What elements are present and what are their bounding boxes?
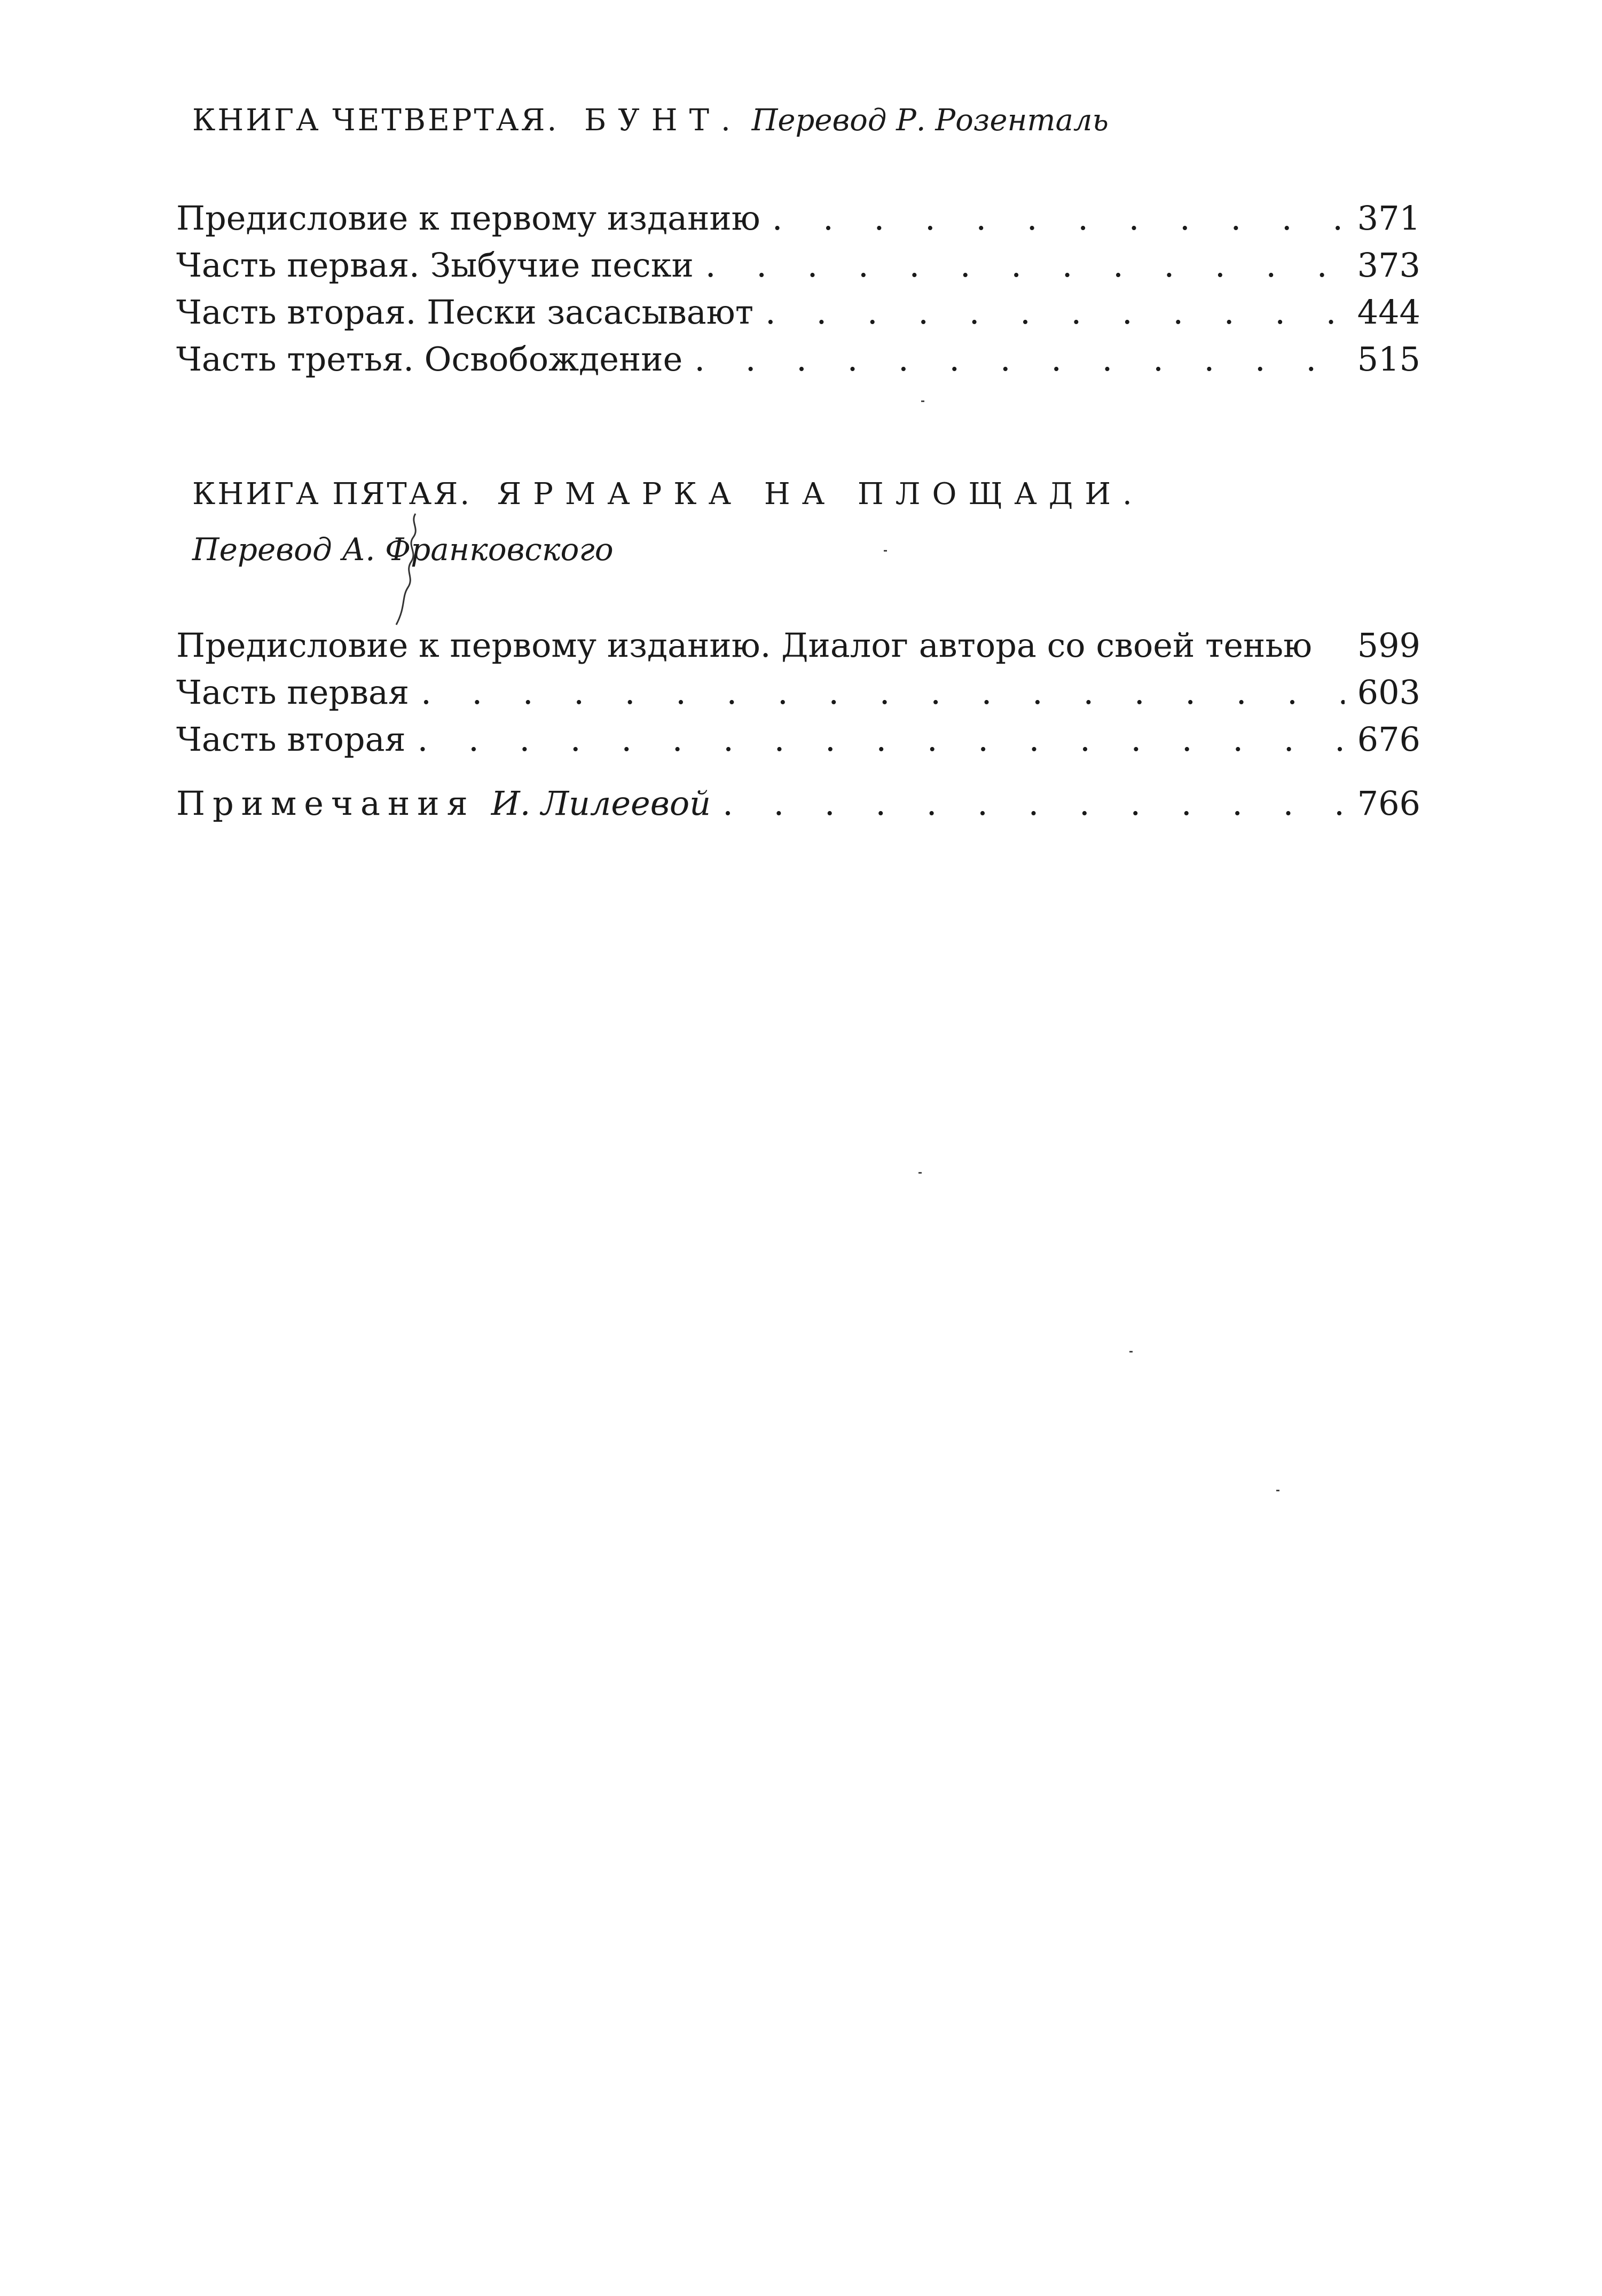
dot-leader [772, 195, 1345, 242]
dot-leader [421, 669, 1345, 716]
toc-row[interactable] [176, 289, 1420, 336]
toc-entry-title: Часть вторая [176, 720, 406, 759]
book4-toc [176, 195, 1420, 383]
toc-entry-title: Часть вторая. Пески засасывают [176, 293, 754, 332]
toc-row[interactable] [176, 716, 1420, 763]
scan-speck [1276, 1490, 1279, 1491]
toc-entry-page: 444 [1357, 293, 1420, 332]
toc-entry-page: 371 [1357, 199, 1420, 238]
toc-entry-title: Часть третья. Освобождение [176, 340, 683, 379]
toc-row[interactable] [176, 242, 1420, 289]
toc-entry-page: 373 [1357, 246, 1420, 285]
book4-title: БУНТ. [584, 103, 742, 138]
book4-translator: Перевод Р. Розенталь [751, 103, 1109, 138]
scan-speck [918, 1172, 922, 1174]
toc-row[interactable] [176, 195, 1420, 242]
scan-speck [1129, 1351, 1133, 1353]
notes-entry-page: 766 [1357, 784, 1420, 823]
dot-leader [705, 242, 1345, 289]
scan-speck [921, 400, 924, 402]
book5-label: КНИГА ПЯТАЯ. [192, 477, 472, 512]
book5-heading [192, 477, 1144, 512]
notes-entry-title [176, 780, 711, 827]
toc-entry-title: Предисловие к первому изданию. Диалог автора со своей тенью [176, 626, 1313, 665]
book5-title: ЯРМАРКА НА ПЛОЩАДИ. [497, 477, 1144, 512]
book4-label: КНИГА ЧЕТВЕРТАЯ. [192, 103, 559, 138]
toc-entry-page: 676 [1357, 720, 1420, 759]
pen-squiggle-mark [384, 513, 427, 630]
notes-author: И. Лилеевой [491, 784, 711, 823]
book5-toc [176, 622, 1420, 827]
toc-row[interactable] [176, 622, 1420, 669]
toc-entry-page: 603 [1357, 673, 1420, 712]
toc-entry-title: Часть первая. Зыбучие пески [176, 246, 694, 285]
toc-row-notes[interactable] [176, 780, 1420, 827]
toc-entry-page: 599 [1357, 626, 1420, 665]
book5-translator: Перевод А. Франковского [192, 531, 614, 568]
dot-leader [694, 336, 1345, 383]
toc-row[interactable] [176, 336, 1420, 383]
toc-entry-title: Предисловие к первому изданию [176, 199, 760, 238]
book4-heading [192, 103, 1109, 138]
dot-leader [723, 780, 1345, 827]
toc-row[interactable] [176, 669, 1420, 716]
scan-speck [884, 550, 887, 552]
dot-leader [418, 716, 1345, 763]
toc-entry-page: 515 [1357, 340, 1420, 379]
dot-leader [765, 289, 1345, 336]
toc-entry-title: Часть первая [176, 673, 410, 712]
notes-label: Примечания [176, 784, 475, 823]
